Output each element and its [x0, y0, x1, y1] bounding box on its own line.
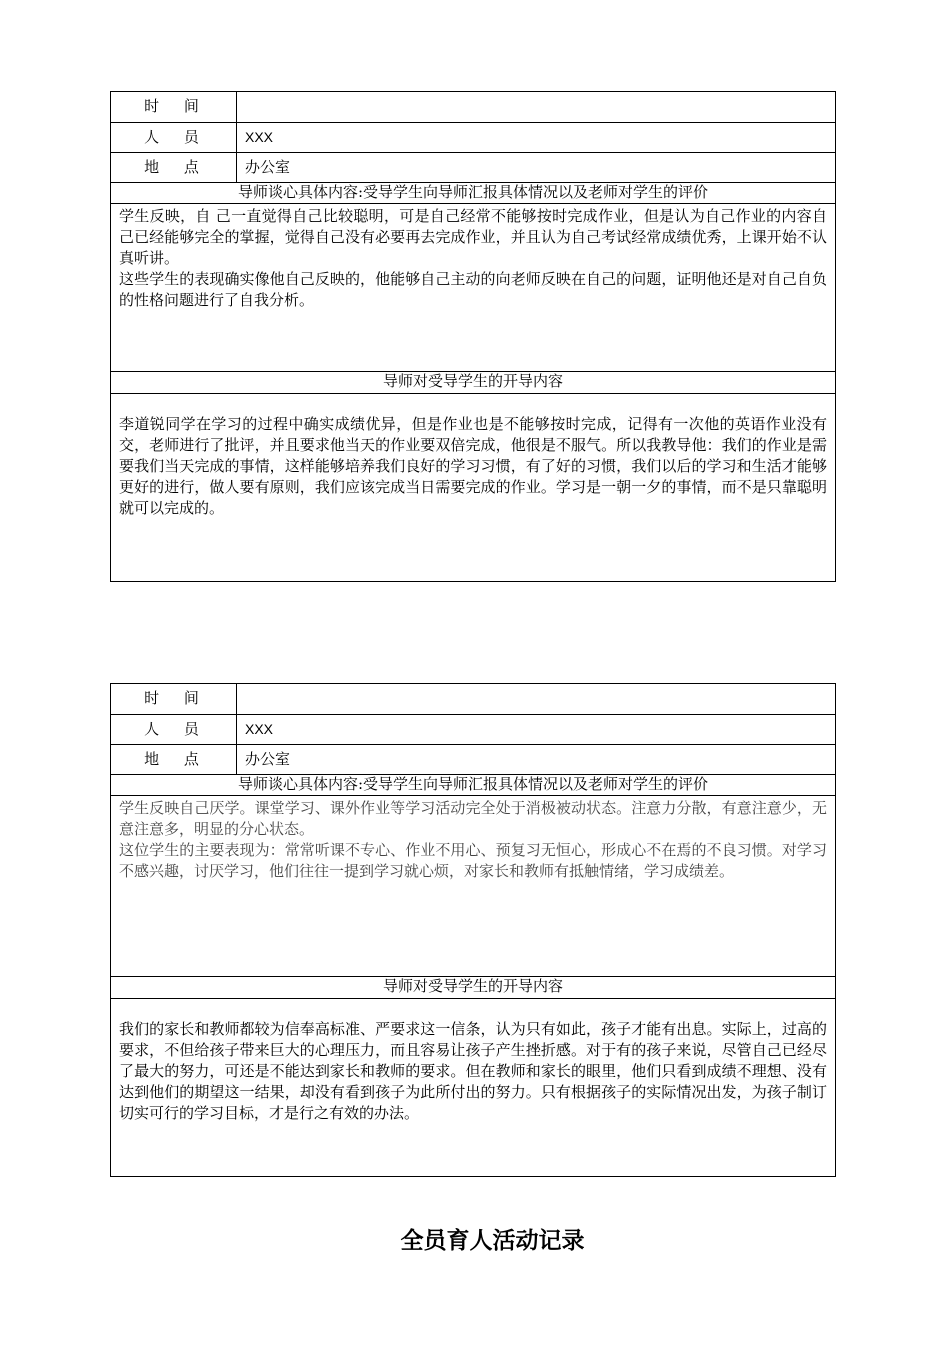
- talk-header-row: [111, 775, 835, 796]
- guide-header-row: [111, 977, 835, 999]
- people-row: [111, 123, 835, 153]
- guide-content-row: [111, 394, 835, 519]
- talk-paragraph: 这些学生的表现确实像他自己反映的，他能够自己主动的向老师反映在自己的问题，证明他还是对自己自负的性格问题进行了自我分析。: [119, 270, 827, 309]
- people-row: [111, 715, 835, 745]
- place-label: 地 点: [111, 745, 237, 774]
- place-value: 办公室: [245, 158, 291, 176]
- time-value: [237, 684, 835, 714]
- talk-content-row: [111, 204, 835, 372]
- guide-header-row: [111, 372, 835, 394]
- place-row: [111, 745, 835, 775]
- guide-header: 导师对受导学生的开导内容: [382, 977, 563, 995]
- people-value: XXX: [245, 721, 274, 737]
- activity-record-2: [110, 683, 836, 1177]
- people-label: 人 员: [111, 123, 237, 152]
- talk-paragraph: 学生反映自己厌学。课堂学习、课外作业等学习活动完全处于消极被动状态。注意力分散，有意注意少，无意注意多，明显的分心状态。: [119, 799, 827, 838]
- place-label: 地 点: [111, 153, 237, 182]
- people-label: 人 员: [111, 715, 237, 744]
- time-label: 时 间: [111, 684, 237, 714]
- time-label: 时 间: [111, 92, 237, 122]
- talk-content: [111, 204, 835, 371]
- talk-header: 导师谈心具体内容:受导学生向导师汇报具体情况以及老师对学生的评价: [237, 775, 709, 793]
- time-row: [111, 684, 835, 715]
- activity-record-1: [110, 91, 836, 582]
- place-value: 办公室: [245, 750, 291, 768]
- place-row: [111, 153, 835, 183]
- guide-header: 导师对受导学生的开导内容: [382, 372, 563, 390]
- time-value: [237, 92, 835, 122]
- page-heading: 全员育人活动记录: [400, 1228, 585, 1254]
- people-value: XXX: [245, 129, 274, 145]
- guide-content: 李道锐同学在学习的过程中确实成绩优异，但是作业也是不能够按时完成，记得有一次他的英语作业没有交，老师进行了批评，并且要求他当天的作业要双倍完成，他很是不服气。所以我教导他：我们的作业是需要我们当天完成的事情，这样能够培养我们良好的学习习惯，有了好的习惯，我们以后的学习和生活才能够更好的进行，做人要有原则，我们应该完成当日需要完成的作业。学习是一朝一夕的事情，而不是只靠聪明就可以完成的。: [119, 415, 827, 517]
- time-row: [111, 92, 835, 123]
- guide-content: 我们的家长和教师都较为信奉高标准、严要求这一信条，认为只有如此，孩子才能有出息。实际上，过高的要求，不但给孩子带来巨大的心理压力，而且容易让孩子产生挫折感。对于有的孩子来说，尽管自己已经尽了最大的努力，可还是不能达到家长和教师的要求。但在教师和家长的眼里，他们只看到成绩不理想、没有达到他们的期望这一结果，却没有看到孩子为此所付出的努力。只有根据孩子的实际情况出发，为孩子制订切实可行的学习目标，才是行之有效的办法。: [119, 1020, 827, 1122]
- talk-header-row: [111, 183, 835, 204]
- guide-content-row: [111, 999, 835, 1124]
- talk-header: 导师谈心具体内容:受导学生向导师汇报具体情况以及老师对学生的评价: [237, 183, 709, 201]
- talk-paragraph: 这位学生的主要表现为：常常听课不专心、作业不用心、预复习无恒心，形成心不在焉的不良习惯。对学习不感兴趣，讨厌学习，他们往往一提到学习就心烦，对家长和教师有抵触情绪，学习成绩差。: [119, 841, 827, 880]
- talk-content-row: [111, 796, 835, 977]
- talk-content: [111, 796, 835, 976]
- talk-paragraph: 学生反映，自 己一直觉得自己比较聪明，可是自己经常不能够按时完成作业，但是认为自己作业的内容自己已经能够完全的掌握，觉得自己没有必要再去完成作业，并且认为自己考试经常成绩优秀，上课开始不认真听讲。: [119, 207, 827, 267]
